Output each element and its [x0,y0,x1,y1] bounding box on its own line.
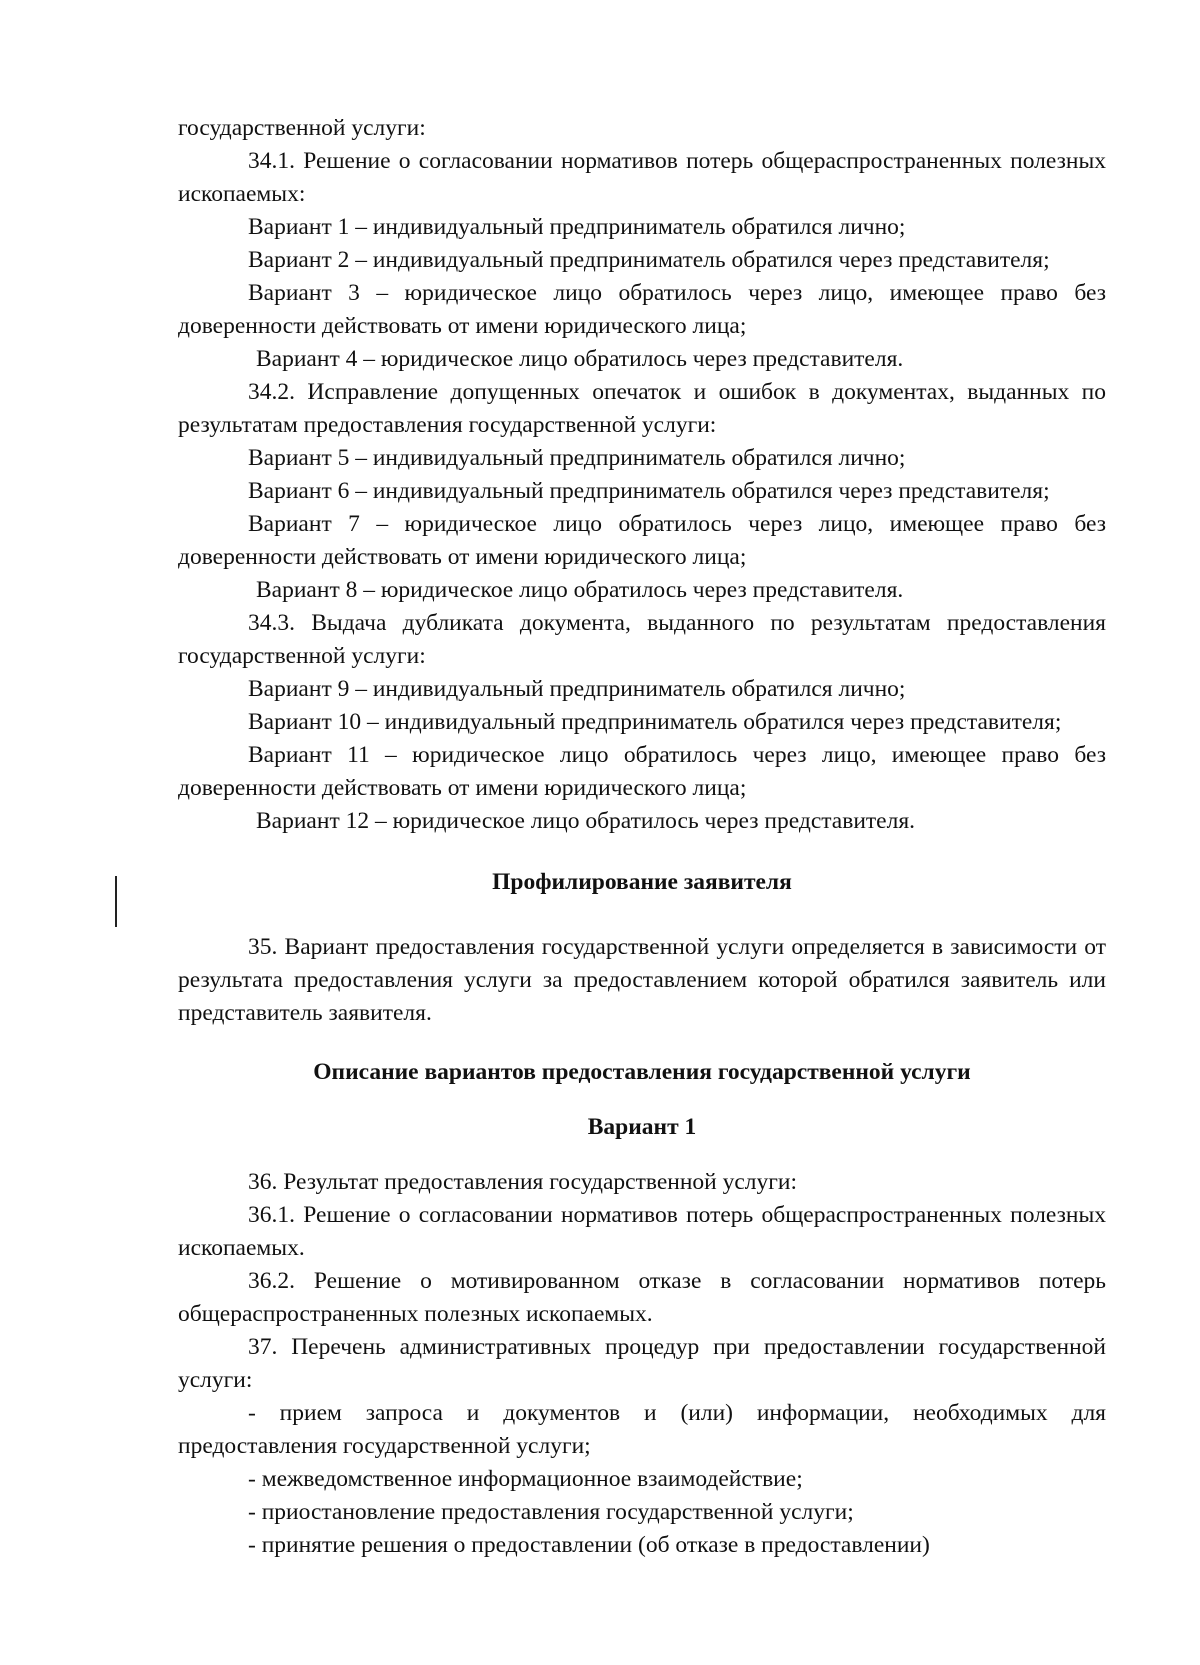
variant-6-line: Вариант 6 – индивидуальный предприниматель обратился через представителя; [248,478,1050,504]
paragraph-36: 36. Результат предоставления государственной услуги: [248,1169,798,1195]
variant-8-line: Вариант 8 – юридическое лицо обратилось через представителя. [256,577,904,603]
variant-1-line: Вариант 1 – индивидуальный предприниматель обратился лично; [248,214,906,240]
paragraph-36-1: 36.1. Решение о согласовании нормативов потерь общераспространенных полезных ископаемых. [178,1202,1106,1261]
document-body [178,112,1106,1562]
paragraph-34-2: 34.2. Исправление допущенных опечаток и ошибок в документах, выданных по результатам предоставления государственной услуги: [178,379,1106,438]
variant-12-line: Вариант 12 – юридическое лицо обратилось через представителя. [256,808,916,834]
variant-4-line: Вариант 4 – юридическое лицо обратилось через представителя. [256,346,904,372]
variant-2-line: Вариант 2 – индивидуальный предприниматель обратился через представителя; [248,247,1050,273]
variant-9-line: Вариант 9 – индивидуальный предприниматель обратился лично; [248,676,906,702]
section-heading-description: Описание вариантов предоставления государственной услуги [313,1059,971,1085]
paragraph-36-2: 36.2. Решение о мотивированном отказе в согласовании нормативов потерь общераспространенных полезных ископаемых. [178,1268,1106,1327]
variant-3-line: Вариант 3 – юридическое лицо обратилось через лицо, имеющее право без доверенности действовать от имени юридического лица; [178,280,1106,339]
procedure-item: - приостановление предоставления государственной услуги; [248,1499,854,1525]
paragraph-34-3: 34.3. Выдача дубликата документа, выданного по результатам предоставления государственной услуги: [178,610,1106,669]
paragraph-37: 37. Перечень административных процедур при предоставлении государственной услуги: [178,1334,1106,1393]
procedure-item: - межведомственное информационное взаимодействие; [248,1466,803,1492]
section-heading-profiling: Профилирование заявителя [492,869,792,895]
subsection-heading-variant-1: Вариант 1 [587,1114,697,1140]
procedure-item: - принятие решения о предоставлении (об отказе в предоставлении) [248,1532,930,1558]
paragraph-35: 35. Вариант предоставления государственной услуги определяется в зависимости от результата предоставления услуги за предоставлением которой обратился заявитель или представитель заявителя. [178,934,1106,1026]
variant-11-line: Вариант 11 – юридическое лицо обратилось через лицо, имеющее право без доверенности действовать от имени юридического лица; [178,742,1106,801]
procedure-item: - прием запроса и документов и (или) информации, необходимых для предоставления государственной услуги; [178,1400,1106,1459]
paragraph: государственной услуги: [178,115,426,141]
variant-7-line: Вариант 7 – юридическое лицо обратилось через лицо, имеющее право без доверенности действовать от имени юридического лица; [178,511,1106,570]
variant-5-line: Вариант 5 – индивидуальный предприниматель обратился лично; [248,445,906,471]
variant-10-line: Вариант 10 – индивидуальный предприниматель обратился через представителя; [248,709,1062,735]
margin-mark [115,876,117,927]
paragraph-34-1: 34.1. Решение о согласовании нормативов потерь общераспространенных полезных ископаемых: [178,148,1106,207]
